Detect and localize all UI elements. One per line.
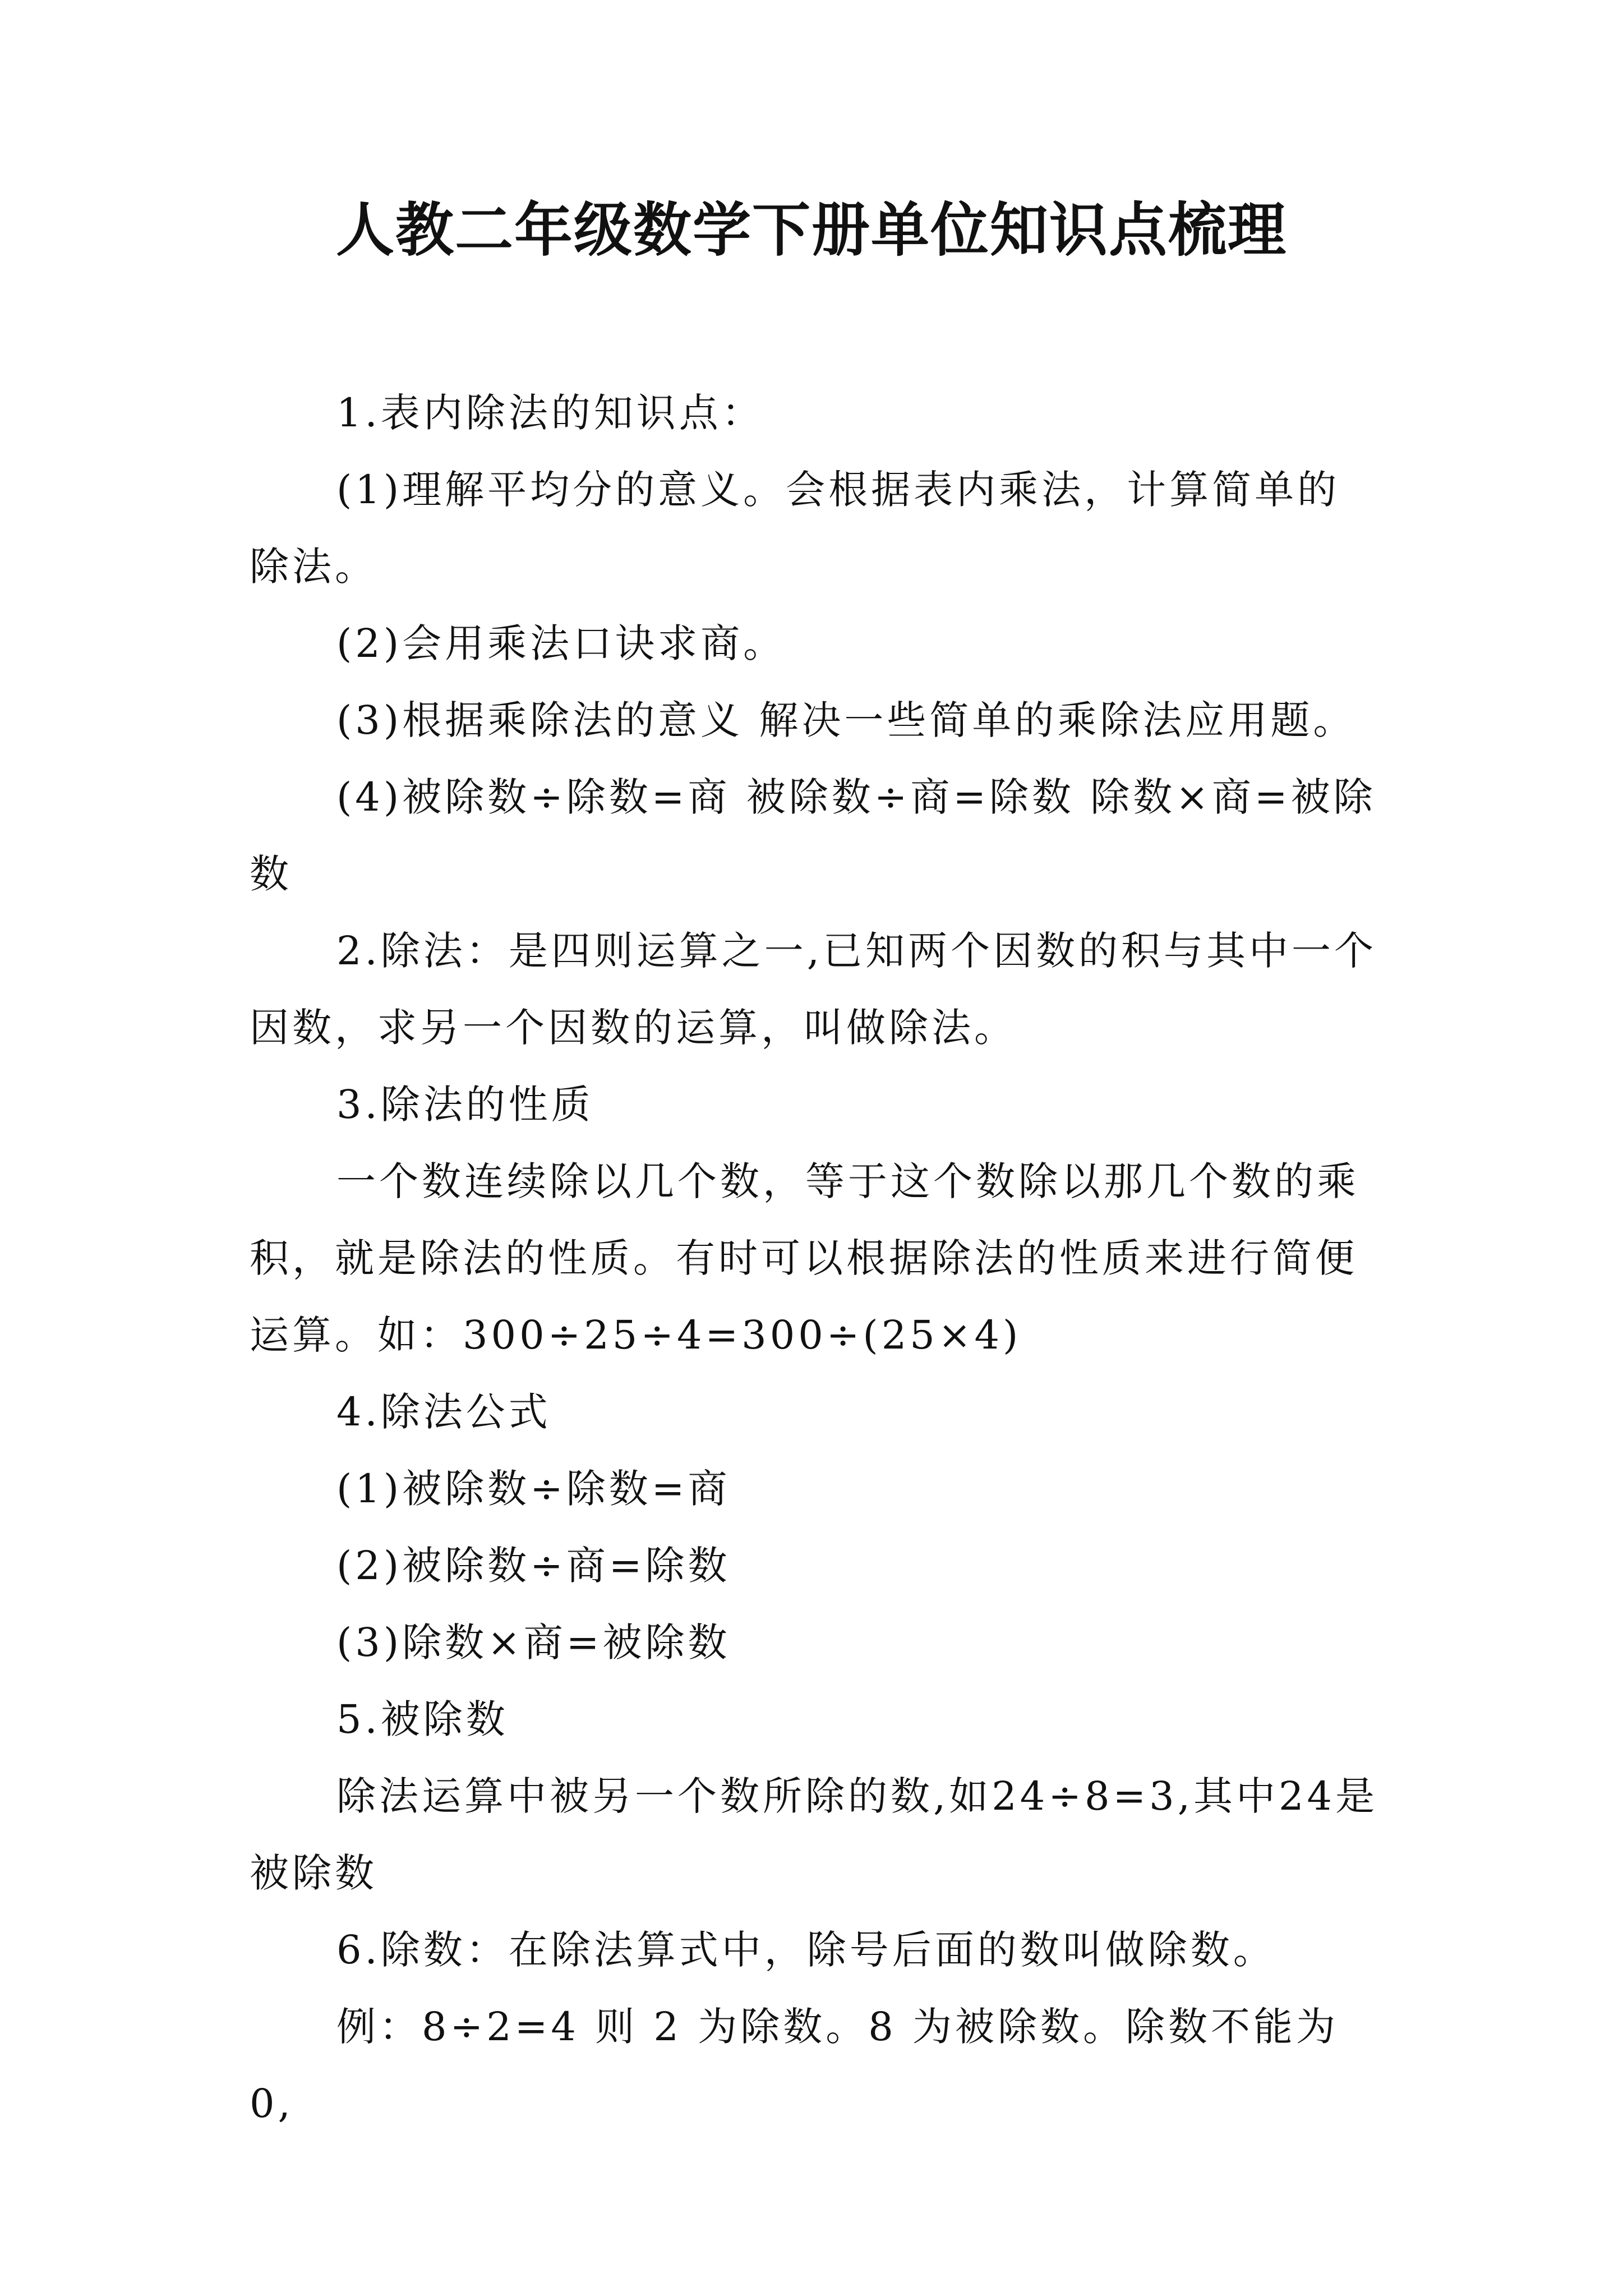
paragraph-6: 2.除法：是四则运算之一,已知两个因数的积与其中一个因数，求另一个因数的运算，叫做除法。	[250, 928, 1377, 1051]
paragraph-8: 一个数连续除以几个数，等于这个数除以那几个数的乘积，就是除法的性质。有时可以根据除法的性质来进行简便运算。如：300÷25÷4=300÷(25×4)	[250, 1158, 1359, 1358]
paragraph-2: (1)理解平均分的意义。会根据表内乘法，计算简单的除法。	[250, 467, 1340, 590]
paragraph-5: (4)被除数÷除数=商 被除数÷商=除数 除数×商=被除数	[250, 774, 1376, 897]
paragraph-4: (3)根据乘除法的意义 解决一些简单的乘除法应用题。	[336, 697, 1356, 743]
paragraph-11: (2)被除数÷商=除数	[336, 1543, 731, 1589]
paragraph-9: 4.除法公式	[336, 1389, 551, 1435]
paragraph-13: 5.被除数	[336, 1696, 509, 1742]
paragraph-7: 3.除法的性质	[336, 1082, 594, 1128]
document-title: 人教二年级数学下册单位知识点梳理	[335, 195, 1287, 264]
paragraph-16: 例：8÷2=4 则 2 为除数。8 为被除数。除数不能为 0,	[250, 2004, 1339, 2127]
paragraph-12: (3)除数×商=被除数	[336, 1619, 731, 1665]
paragraph-1: 1.表内除法的知识点：	[336, 390, 764, 436]
paragraph-15: 6.除数：在除法算式中，除号后面的数叫做除数。	[336, 1927, 1276, 1973]
paragraph-14: 除法运算中被另一个数所除的数,如24÷8=3,其中24是被除数	[250, 1773, 1378, 1896]
paragraph-3: (2)会用乘法口诀求商。	[336, 620, 786, 666]
paragraph-10: (1)被除数÷除数=商	[336, 1466, 731, 1512]
document-body	[250, 375, 1382, 2142]
